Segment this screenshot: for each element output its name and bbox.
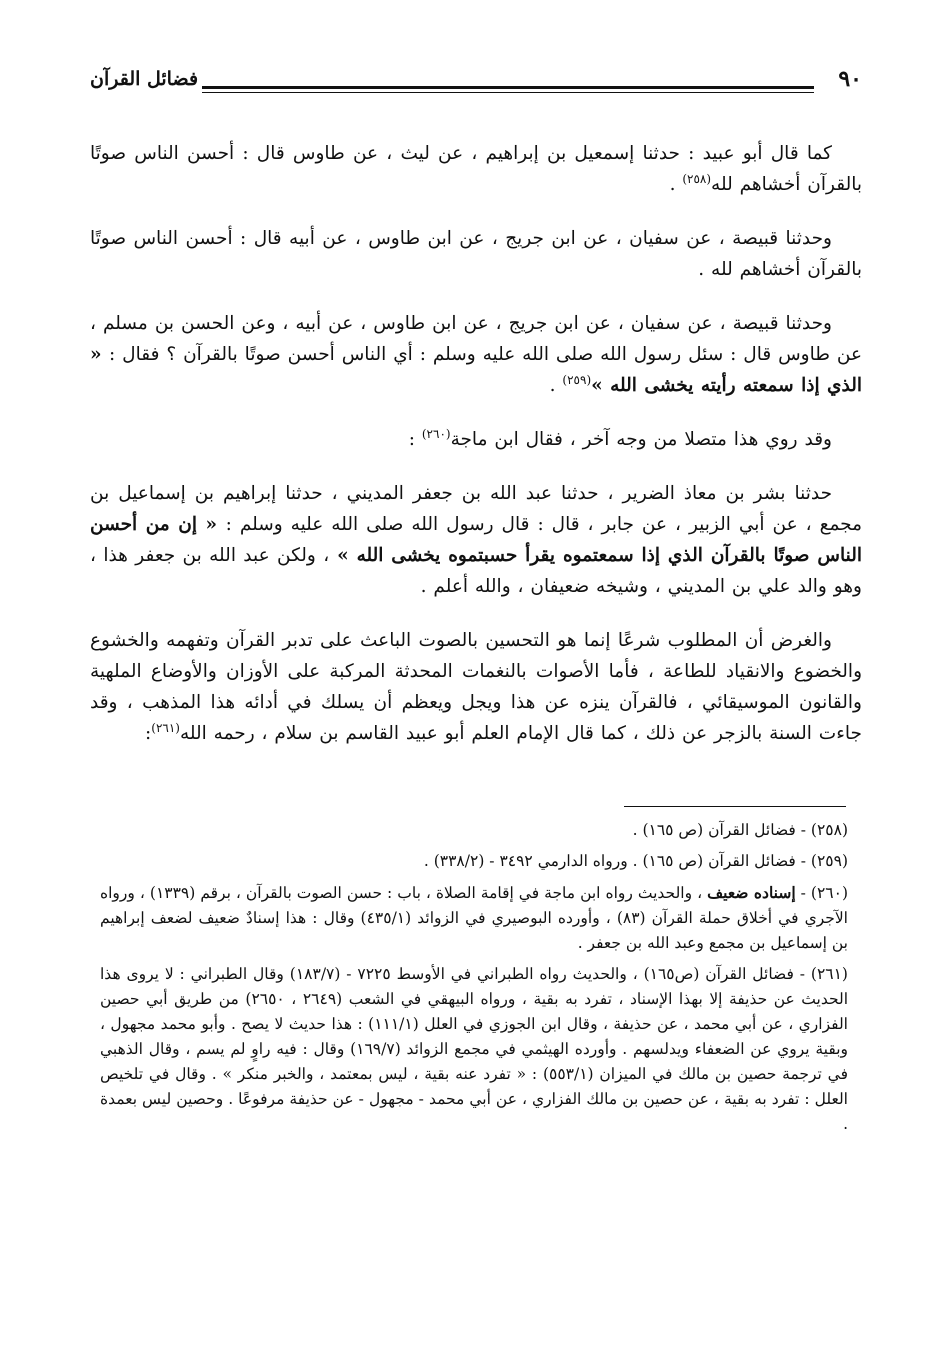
paragraph-6 (90, 625, 862, 749)
footnote-258: (٢٥٨) - فضائل القرآن (ص ١٦٥) . (632, 821, 848, 839)
paragraph-1-end: . (669, 174, 683, 195)
page-number: ٩٠ (838, 66, 862, 92)
paragraph-5-end: ، ولكن عبد الله بن جعفر هذا ، وهو والد علي بن المديني ، وشيخه ضعيفان ، والله أعلم . (90, 545, 862, 597)
footnote-261: (٢٦١) - فضائل القرآن (ص١٦٥) ، والحديث رواه الطبراني في الأوسط ٧٢٢٥ - (١٨٣/٧) وقال الطبراني : لا يروى هذا الحديث عن حذيفة إلا بهذا الإسناد ، تفرد به بقية ، ورواه البيهقي في الشعب (٢٦٤٩ ، ٢٦٥٠) من طريق أبي حصين الفزاري ، عن أبي محمد ، عن حذيفة ، وقال ابن الجوزي في العلل (١١١/١) : هذا حديث لا يصح . وأبو محمد مجهول ، وبقية يروي عن الضعفاء ويدلسهم . وأورده الهيثمي في مجمع الزوائد (١٦٩/٧) وقال : فيه راوٍ لم يسم ، وقال الذهبي في ترجمة حصين بن مالك في الميزان (٥٥٣/١) : « تفرد عنه بقية ، ليس بمعتمد ، والخبر منكر » . وقال في تلخيص العلل : تفرد به بقية ، عن حصين بن مالك الفزاري ، عن أبي محمد - مجهول - عن حذيفة مرفوعًا . وحصين ليس بعمدة . (100, 965, 849, 1133)
footnote-260-text: ، والحديث رواه ابن ماجة في إقامة الصلاة ، باب : حسن الصوت بالقرآن ، برقم (١٣٣٩) ، ورواه الآجري في أخلاق حملة القرآن (٨٣) ، وأورده البوصيري في الزوائد (٤٣٥/١) وقال : هذا إسنادٌ ضعيف لضعف إبراهيم بن إسماعيل بن مجمع وعبد الله بن جعفر . (100, 884, 848, 952)
footnote-259: (٢٥٩) - فضائل القرآن (ص ١٦٥) . ورواه الدارمي ٣٤٩٢ - (٣٣٨/٢) . (423, 852, 848, 870)
footnote-260 (100, 880, 848, 956)
footnote-ref-259: (٢٥٩) (562, 372, 592, 387)
footnote-separator (624, 806, 846, 807)
paragraph-1 (90, 138, 862, 200)
paragraph-4 (90, 424, 862, 455)
paragraph-5-text: حدثنا بشر بن معاذ الضرير ، حدثنا عبد الله بن جعفر المديني ، حدثنا إبراهيم بن إسماعيل بن مجمع ، عن أبي الزبير ، عن جابر ، قال : قال رسول الله صلى الله عليه وسلم : (90, 483, 862, 535)
page-header (90, 62, 862, 102)
paragraph-5 (90, 478, 862, 602)
footnote-260-grade: إسناده ضعيف (707, 883, 796, 902)
paragraph-1-text: كما قال أبو عبيد : حدثنا إسمعيل بن إبراهيم ، عن ليث ، عن طاوس قال : أحسن الناس صوتًا بالقرآن أخشاهم لله (90, 143, 862, 195)
paragraph-4-text: وقد روي هذا متصلا من وجه آخر ، فقال ابن ماجة (450, 429, 832, 450)
paragraph-4-end: : (408, 429, 422, 450)
paragraph-3 (90, 308, 862, 401)
paragraph-6-text: والغرض أن المطلوب شرعًا إنما هو التحسين بالصوت الباعث على تدبر القرآن وتفهمه والخشوع والخضوع والانقياد للطاعة ، فأما الأصوات بالنغمات المحدثة المركبة على الأوزان والأوضاع الملهية والقانون الموسيقائي ، فالقرآن ينزه عن هذا ويجل ويعظم أن يسلك في أدائه هذا المذهب ، وقد جاءت السنة بالزجر عن ذلك ، كما قال الإمام العلم أبو عبيد القاسم بن سلام ، رحمه الله (90, 630, 862, 744)
header-rule (202, 86, 814, 89)
footnotes (100, 818, 848, 1143)
footnote-ref-258: (٢٥٨) (682, 171, 712, 186)
hadith-quote-2: « إن من أحسن الناس صوتًا بالقرآن الذي إذا سمعتموه يقرأ حسبتموه يخشى الله » (90, 514, 862, 566)
paragraph-2 (90, 223, 862, 285)
paragraph-3-text: وحدثنا قبيصة ، عن سفيان ، عن ابن جريج ، عن ابن طاوس ، عن أبيه ، وعن الحسن بن مسلم ، عن طاوس قال : سئل رسول الله صلى الله عليه وسلم : أي الناس أحسن صوتًا بالقرآن ؟ فقال : (90, 313, 862, 365)
running-title: فضائل القرآن (90, 68, 199, 90)
hadith-quote-1: « الذي إذا سمعته رأيته يخشى الله » (90, 344, 862, 396)
paragraph-6-end: : (145, 723, 152, 744)
main-text (90, 138, 862, 772)
footnote-ref-261: (٢٦١) (151, 720, 180, 735)
footnote-ref-260: (٢٦٠) (421, 426, 451, 441)
footnote-260-marker: (٢٦٠) - (795, 884, 848, 902)
paragraph-2-text: وحدثنا قبيصة ، عن سفيان ، عن ابن جريج ، عن ابن طاوس ، عن أبيه قال : أحسن الناس صوتًا بالقرآن أخشاهم لله . (90, 228, 862, 280)
paragraph-3-end: . (549, 375, 563, 396)
